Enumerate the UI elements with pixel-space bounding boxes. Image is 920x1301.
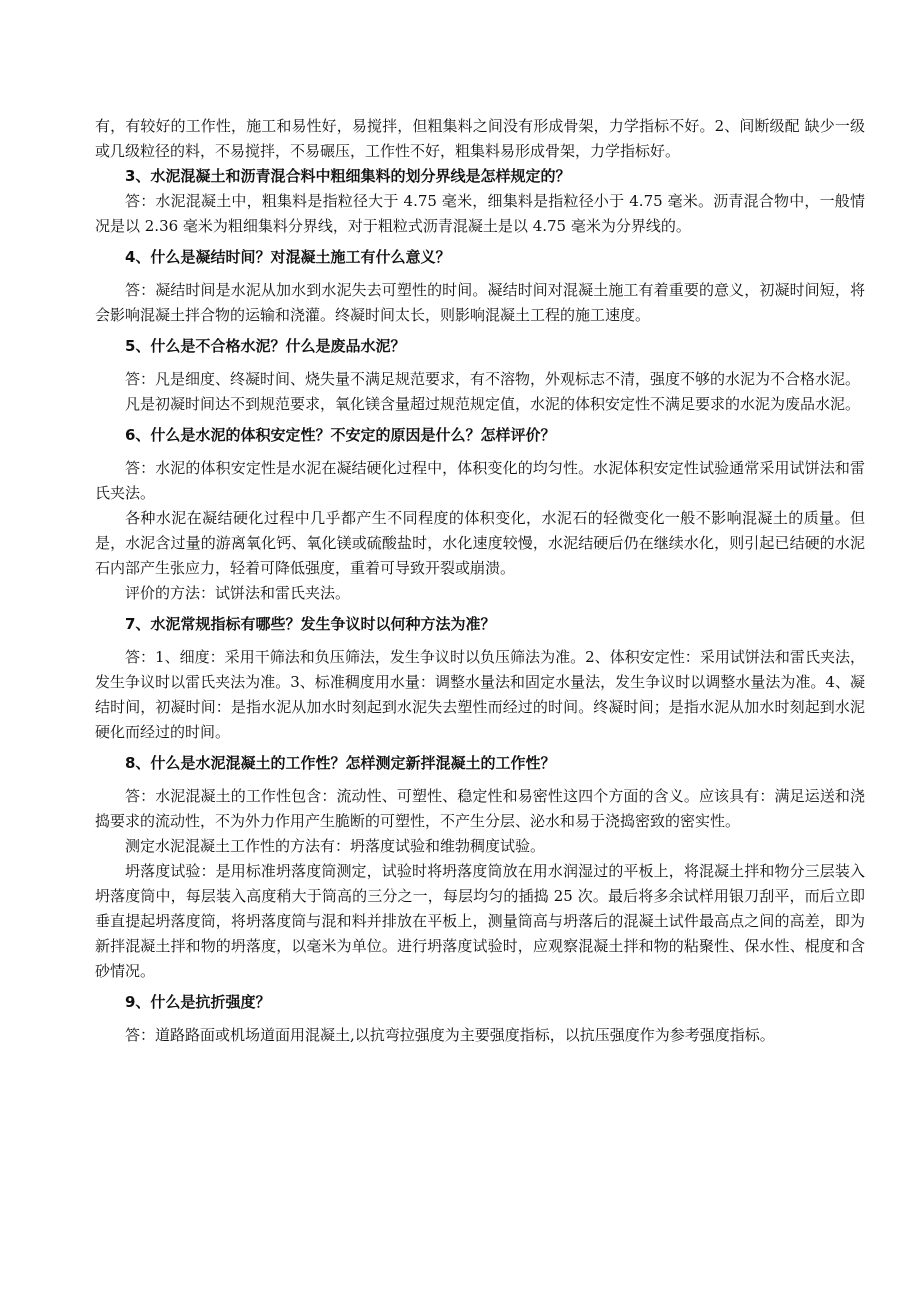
paragraph: 有，有较好的工作性，施工和易性好，易搅拌，但粗集料之间没有形成骨架，力学指标不好。2、间断级配 缺少一级或几级粒径的料，不易搅拌，不易碾压，工作性不好，粗集料易形成骨架，力学指标好。 [95, 117, 865, 160]
answer-paragraph: 坍落度试验：是用标准坍落度筒测定，试验时将坍落度筒放在用水润湿过的平板上，将混凝土拌和物分三层装入坍落度筒中，每层装入高度稍大于筒高的三分之一，每层均匀的插捣 25 次。最后将多余试样用银刀刮平，而后立即垂直提起坍落度筒，将坍落度筒与混和料并排放在平板上，测量筒高与坍落后的混凝土试件最高点之间的高差，即为新拌混凝土拌和物的坍落度，以毫米为单位。进行坍落度试验时，应观察混凝土拌和物的粘聚性、保水性、棍度和含砂情况。 [95, 862, 865, 980]
question-heading: 6、什么是水泥的体积安定性？不安定的原因是什么？怎样评价？ [125, 426, 556, 444]
answer-paragraph: 答：1、细度：采用干筛法和负压筛法，发生争议时以负压筛法为准。2、体积安定性：采用试饼法和雷氏夹法，发生争议时以雷氏夹法为准。3、标准稠度用水量：调整水量法和固定水量法，发生争议时以调整水量法为准。4、凝结时间，初凝时间：是指水泥从加水时刻起到水泥失去塑性而经过的时间。终凝时间；是指水泥从加水时刻起到水泥硬化而经过的时间。 [95, 648, 865, 741]
answer-paragraph: 答：凡是细度、终凝时间、烧失量不满足规范要求，有不溶物，外观标志不清，强度不够的水泥为不合格水泥。 [125, 370, 861, 388]
answer-paragraph: 测定水泥混凝土工作性的方法有：坍落度试验和维勃稠度试验。 [125, 837, 546, 855]
question-heading: 8、什么是水泥混凝土的工作性？怎样测定新拌混凝土的工作性？ [125, 754, 556, 772]
answer-paragraph: 答：凝结时间是水泥从加水到水泥失去可塑性的时间。凝结时间对混凝土施工有着重要的意义，初凝时间短，将会影响混凝土拌合物的运输和浇灌。终凝时间太长，则影响混凝土工程的施工速度。 [95, 281, 865, 324]
answer-paragraph: 答：水泥的体积安定性是水泥在凝结硬化过程中，体积变化的均匀性。水泥体积安定性试验通常采用试饼法和雷氏夹法。 [95, 459, 865, 502]
answer-paragraph: 评价的方法：试饼法和雷氏夹法。 [125, 584, 351, 602]
question-heading: 9、什么是抗折强度？ [125, 993, 271, 1011]
question-heading: 5、什么是不合格水泥？什么是废品水泥？ [125, 337, 406, 355]
document-page [95, 114, 865, 1048]
answer-paragraph: 答：水泥混凝土的工作性包含：流动性、可塑性、稳定性和易密性这四个方面的含义。应该具有：满足运送和浇捣要求的流动性，不为外力作用产生脆断的可塑性，不产生分层、泌水和易于浇捣密致的密实性。 [95, 787, 865, 830]
question-heading: 7、水泥常规指标有哪些？发生争议时以何种方法为准？ [125, 615, 496, 633]
answer-paragraph: 答：道路路面或机场道面用混凝土,以抗弯拉强度为主要强度指标，以抗压强度作为参考强度指标。 [125, 1026, 775, 1044]
answer-paragraph: 各种水泥在凝结硬化过程中几乎都产生不同程度的体积变化，水泥石的轻微变化一般不影响混凝土的质量。但是，水泥含过量的游离氧化钙、氧化镁或硫酸盐时，水化速度较慢，水泥结硬后仍在继续水化，则引起已结硬的水泥石内部产生张应力，轻着可降低强度，重着可导致开裂或崩溃。 [95, 509, 865, 577]
question-heading: 4、什么是凝结时间？对混凝土施工有什么意义？ [125, 248, 451, 266]
answer-paragraph: 答：水泥混凝土中，粗集料是指粒径大于 4.75 毫米，细集料是指粒径小于 4.75 毫米。沥青混合物中，一般情况是以 2.36 毫米为粗细集料分界线，对于粗粒式沥青混凝土是以 4.75 毫米为分界线的。 [95, 192, 865, 235]
answer-paragraph: 凡是初凝时间达不到规范要求，氧化镁含量超过规范规定值，水泥的体积安定性不满足要求的水泥为废品水泥。 [125, 395, 861, 413]
question-heading: 3、水泥混凝土和沥青混合料中粗细集料的划分界线是怎样规定的？ [125, 167, 571, 185]
